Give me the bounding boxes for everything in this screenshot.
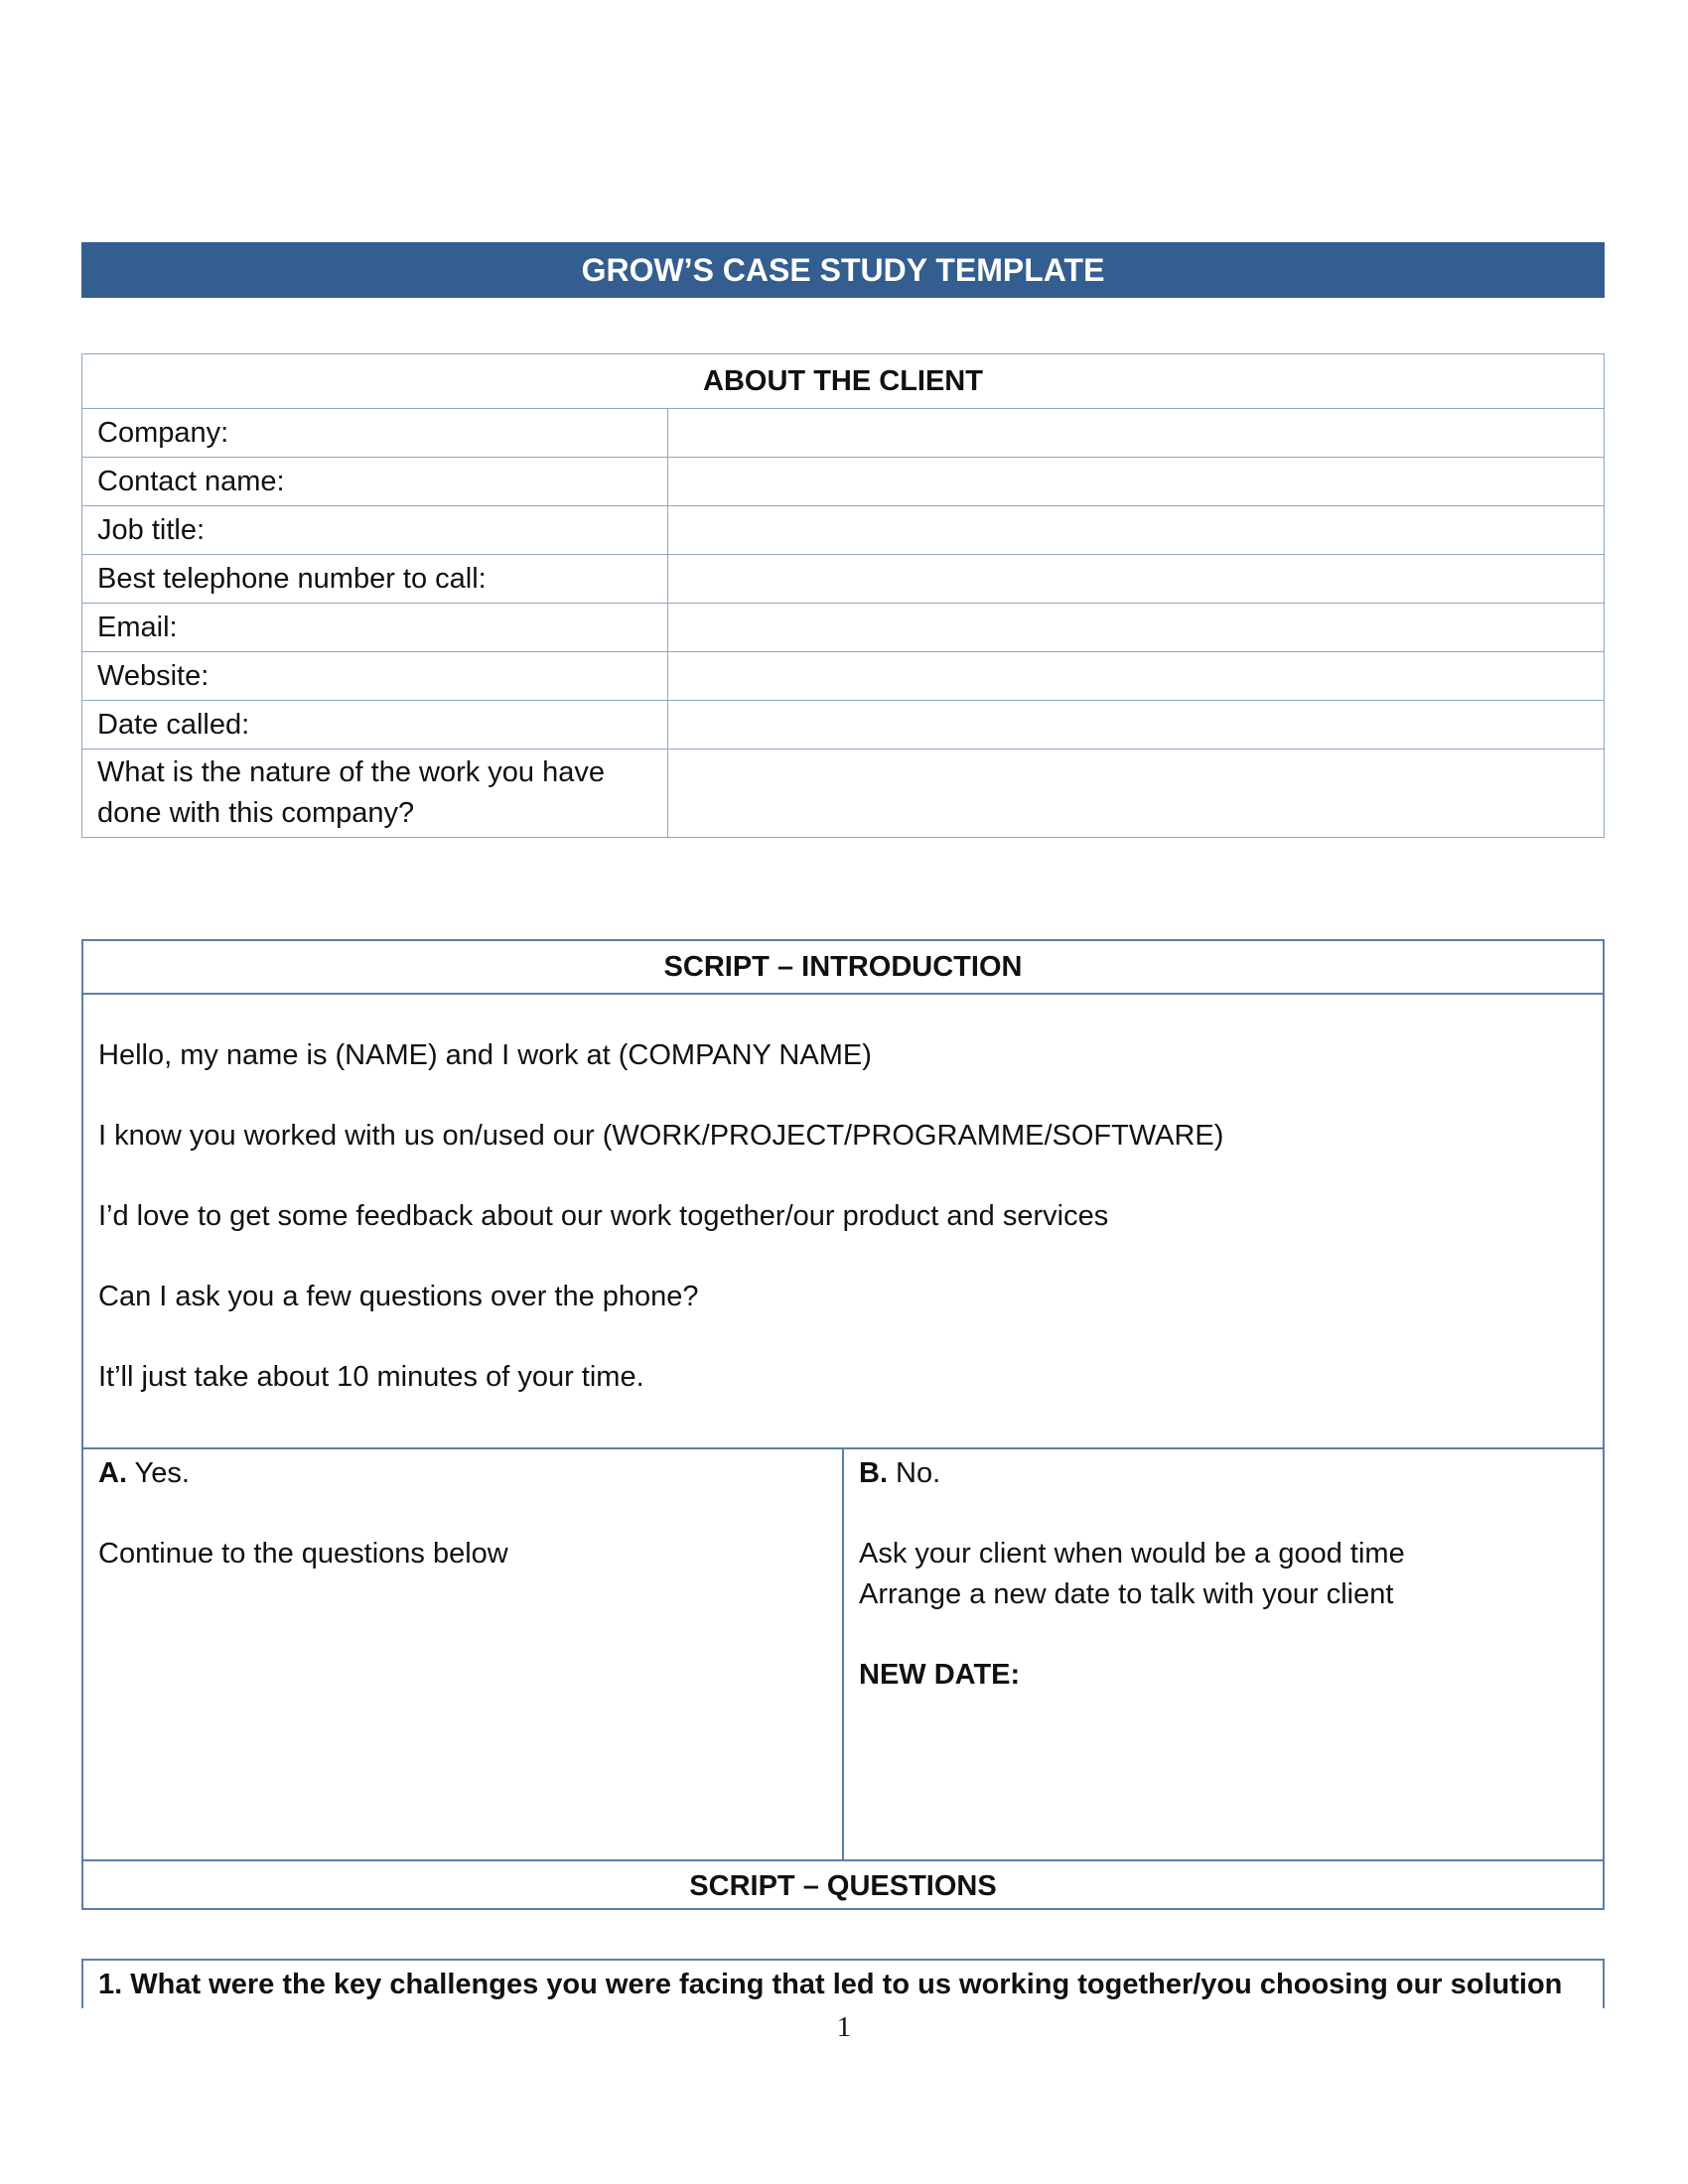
telephone-field[interactable] <box>668 555 1605 604</box>
page-number: 1 <box>836 2011 852 2043</box>
new-date-label: NEW DATE: <box>859 1659 1021 1691</box>
job-title-field[interactable] <box>668 506 1605 555</box>
option-yes-answer: Yes. <box>127 1457 190 1489</box>
company-label: Company: <box>82 409 668 458</box>
date-called-label: Date called: <box>82 701 668 750</box>
email-field[interactable] <box>668 604 1605 652</box>
about-the-client-table <box>81 353 1605 838</box>
website-field[interactable] <box>668 652 1605 701</box>
about-heading: ABOUT THE CLIENT <box>82 354 1605 409</box>
option-no-answer: No. <box>888 1457 941 1489</box>
script-introduction-body <box>83 995 1603 1449</box>
table-row <box>82 652 1605 701</box>
option-no-letter: B. <box>859 1457 888 1489</box>
table-row <box>82 750 1605 838</box>
work-nature-label: What is the nature of the work you have done with this company? <box>82 750 668 838</box>
work-nature-field[interactable] <box>668 750 1605 838</box>
option-yes-instruction: Continue to the questions below <box>98 1538 508 1570</box>
table-row <box>82 409 1605 458</box>
document-title: GROW’S CASE STUDY TEMPLATE <box>81 242 1605 298</box>
intro-line: I’d love to get some feedback about our work together/our product and services <box>98 1200 1109 1232</box>
intro-line: Hello, my name is (NAME) and I work at (COMPANY NAME) <box>98 1039 872 1071</box>
table-row <box>82 701 1605 750</box>
company-field[interactable] <box>668 409 1605 458</box>
script-introduction-heading: SCRIPT – INTRODUCTION <box>83 941 1603 995</box>
option-yes-title <box>98 1457 190 1490</box>
question-1: 1. What were the key challenges you were facing that led to us working together/you choosing our solution <box>81 1959 1605 2008</box>
table-row <box>82 555 1605 604</box>
intro-line: I know you worked with us on/used our (WORK/PROJECT/PROGRAMME/SOFTWARE) <box>98 1120 1224 1152</box>
about-header-row <box>82 354 1605 409</box>
script-questions-heading: SCRIPT – QUESTIONS <box>689 1870 997 1902</box>
table-row <box>82 506 1605 555</box>
job-title-label: Job title: <box>82 506 668 555</box>
option-yes-letter: A. <box>98 1457 127 1489</box>
option-yes <box>83 1449 844 1859</box>
option-no-title <box>859 1457 940 1490</box>
intro-line: Can I ask you a few questions over the phone? <box>98 1281 699 1312</box>
telephone-label: Best telephone number to call: <box>82 555 668 604</box>
intro-line: It’ll just take about 10 minutes of your time. <box>98 1361 644 1393</box>
response-options <box>83 1449 1603 1861</box>
script-box <box>81 939 1605 1910</box>
contact-name-label: Contact name: <box>82 458 668 506</box>
website-label: Website: <box>82 652 668 701</box>
option-no <box>844 1449 1603 1859</box>
email-label: Email: <box>82 604 668 652</box>
table-row <box>82 604 1605 652</box>
option-no-instruction-2: Arrange a new date to talk with your client <box>859 1578 1394 1610</box>
option-no-instruction-1: Ask your client when would be a good time <box>859 1538 1405 1570</box>
date-called-field[interactable] <box>668 701 1605 750</box>
contact-name-field[interactable] <box>668 458 1605 506</box>
table-row <box>82 458 1605 506</box>
